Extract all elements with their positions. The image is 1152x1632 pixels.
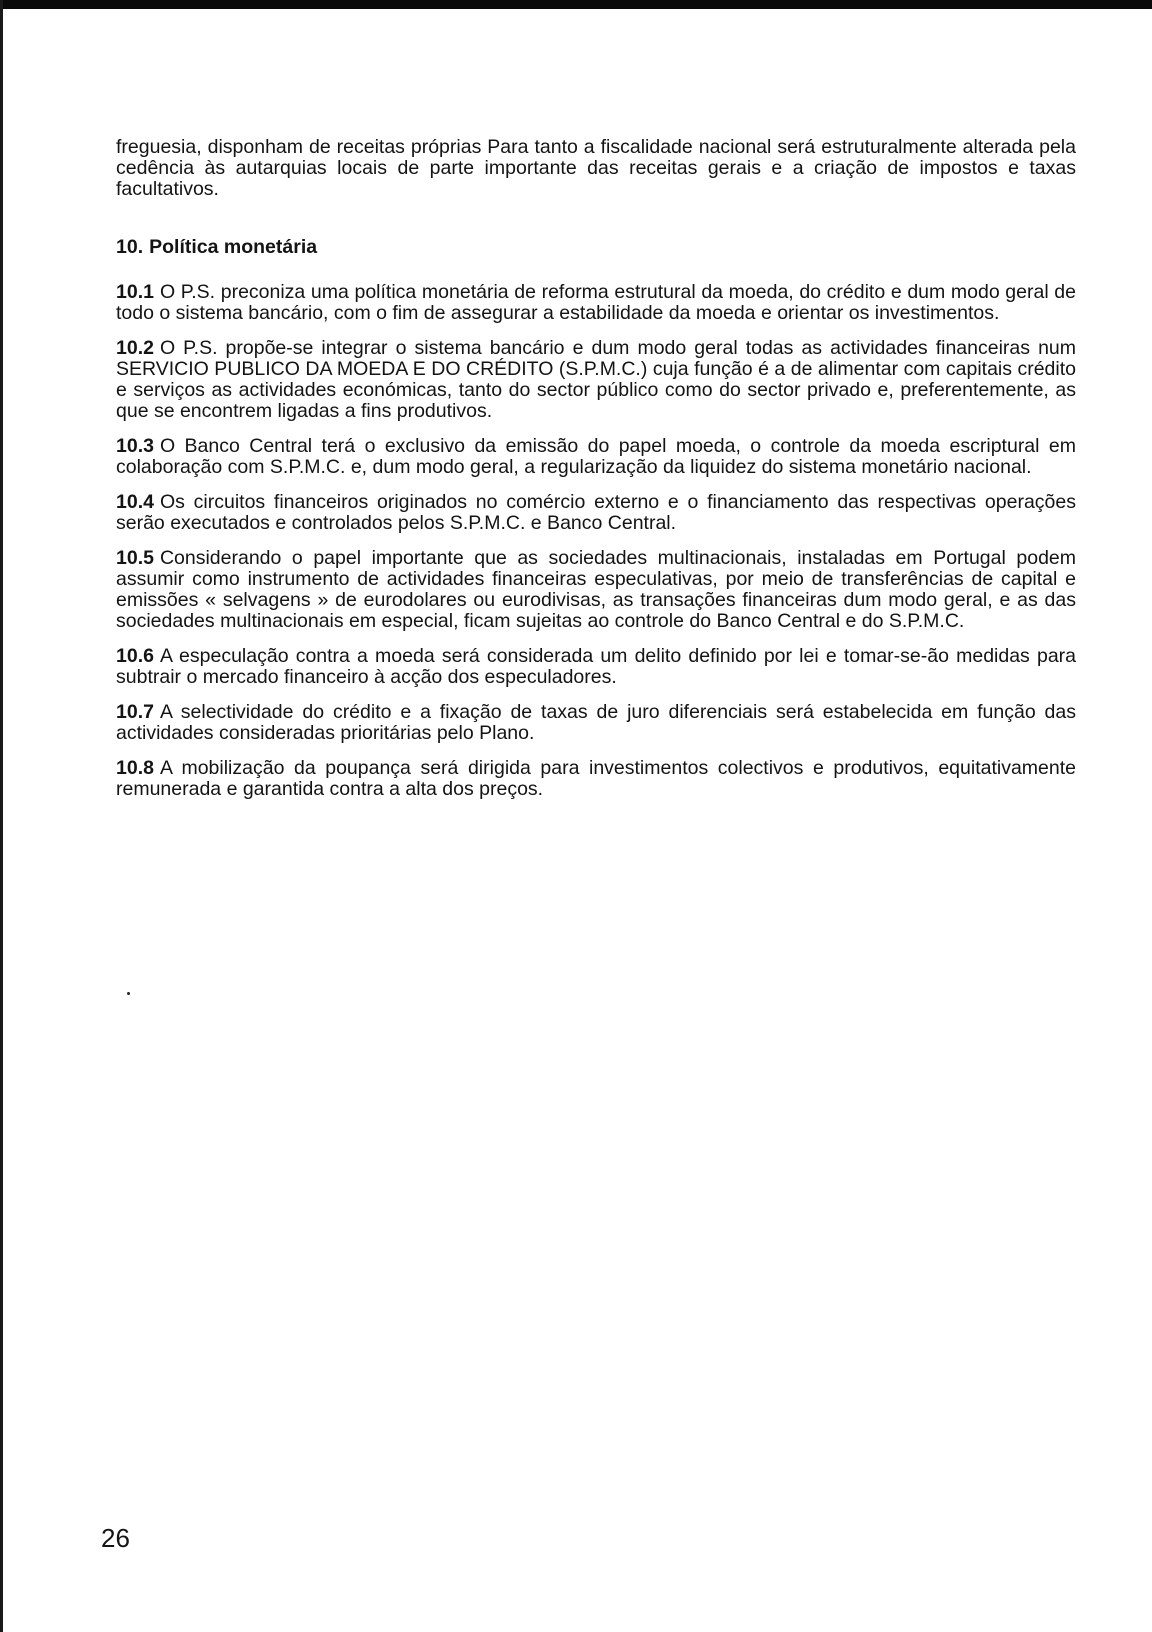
paragraph-number: 10.1 xyxy=(116,281,154,303)
paragraph-text: O P.S. preconiza uma política monetária de reforma estrutural da moeda, do crédito e dum modo geral de todo o sistema bancário, com o fim de assegurar a estabilidade da moeda e orientar os investimentos. xyxy=(116,281,1076,324)
paragraph-text: O P.S. propõe-se integrar o sistema bancário e dum modo geral todas as actividades financeiras num SERVICIO PUBLICO DA MOEDA E DO CRÉDITO (S.P.M.C.) cuja função é a de alimentar com capitais crédito e serviços as actividades económicas, tanto do sector público como do sector privado e, preferentemente, as que se encontrem ligadas a fins produtivos. xyxy=(116,337,1076,422)
paragraph-number: 10.8 xyxy=(116,757,154,779)
paragraph-text: O Banco Central terá o exclusivo da emissão do papel moeda, o controle da moeda escriptural em colaboração com S.P.M.C. e, dum modo geral, a regularização da liquidez do sistema monetário nacional. xyxy=(116,435,1076,478)
paragraph-number: 10.7 xyxy=(116,701,154,723)
paragraph-number: 10.5 xyxy=(116,547,154,569)
paragraph-10-8 xyxy=(116,758,1076,800)
paragraph-number: 10.3 xyxy=(116,435,154,457)
paragraph-text: Considerando o papel importante que as sociedades multinacionais, instaladas em Portugal podem assumir como instrumento de actividades financeiras especulativas, por meio de transferências de capital e emissões « selvagens » de eurodolares ou eurodivisas, as transações financeiras dum modo geral, e as das sociedades multinacionais em especial, ficam sujeitas ao controle do Banco Central e do S.P.M.C. xyxy=(116,547,1076,632)
paragraph-text: A selectividade do crédito e a fixação de taxas de juro diferenciais será estabelecida em função das actividades consideradas prioritárias pelo Plano. xyxy=(116,701,1076,744)
paragraph-10-3 xyxy=(116,436,1076,478)
section-heading xyxy=(116,236,1076,258)
page-number: 26 xyxy=(101,1523,130,1553)
paragraph-number: 10.4 xyxy=(116,491,154,513)
top-border xyxy=(0,0,1152,9)
paragraph-10-4 xyxy=(116,492,1076,534)
left-border xyxy=(0,0,3,1632)
paragraph-number: 10.6 xyxy=(116,645,154,667)
paragraph-text: A especulação contra a moeda será considerada um delito definido por lei e tomar-se-ão medidas para subtrair o mercado financeiro à acção dos especuladores. xyxy=(116,645,1076,688)
paragraph-10-6 xyxy=(116,646,1076,688)
page-body xyxy=(116,137,1076,814)
paragraph-text: Os circuitos financeiros originados no comércio externo e o financiamento das respectivas operações serão executados e controlados pelos S.P.M.C. e Banco Central. xyxy=(116,491,1076,534)
paragraph-10-1 xyxy=(116,282,1076,324)
paragraph-text: A mobilização da poupança será dirigida para investimentos colectivos e produtivos, equitativamente remunerada e garantida contra a alta dos preços. xyxy=(116,757,1076,800)
paragraph-number: 10.2 xyxy=(116,337,154,359)
paragraph-10-2 xyxy=(116,338,1076,422)
section-title: Política monetária xyxy=(149,236,318,258)
stray-dot-mark xyxy=(127,992,130,995)
paragraph-10-5 xyxy=(116,548,1076,632)
paragraph-10-7 xyxy=(116,702,1076,744)
intro-paragraph: freguesia, disponham de receitas próprias Para tanto a fiscalidade nacional será estruturalmente alterada pela cedência às autarquias locais de parte importante das receitas gerais e a criação de impostos e taxas facultativos. xyxy=(116,136,1076,200)
section-number: 10. xyxy=(116,236,144,258)
